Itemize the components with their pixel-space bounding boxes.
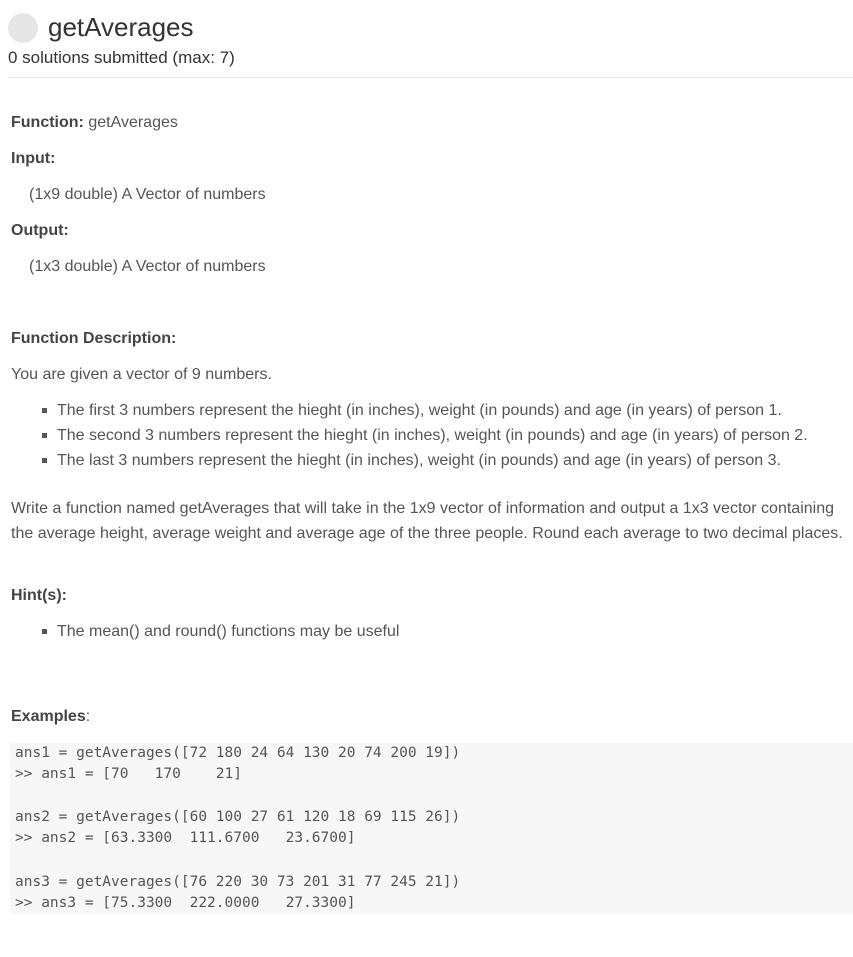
function-name: getAverages	[83, 114, 178, 131]
input-label: Input:	[11, 150, 56, 167]
description-paragraph: Write a function named getAverages that will take in the 1x9 vector of information and output a 1x3 vector containing the average height, average weight and average age of the three people. Round each average to two decimal places.	[11, 500, 843, 542]
input-value: (1x9 double) A Vector of numbers	[29, 186, 266, 203]
bullet-icon	[42, 629, 47, 634]
list-item: The mean() and round() functions may be useful	[57, 619, 399, 644]
code-line: >> ans1 = [70 170 21]	[15, 766, 242, 782]
hints-list	[57, 619, 399, 644]
code-line: ans3 = getAverages([76 220 30 73 201 31 77 245 21])	[15, 874, 461, 890]
bullet-icon	[42, 408, 47, 413]
code-line: >> ans3 = [75.3300 222.0000 27.3300]	[15, 895, 356, 911]
bullet-icon	[42, 433, 47, 438]
examples-row	[11, 704, 90, 729]
examples-colon: :	[85, 708, 91, 725]
description-label: Function Description:	[11, 330, 177, 347]
code-line: ans1 = getAverages([72 180 24 64 130 20 74 200 19])	[15, 745, 461, 761]
output-value: (1x3 double) A Vector of numbers	[29, 258, 266, 275]
submission-count: 0 solutions submitted (max: 7)	[8, 48, 235, 67]
description-intro: You are given a vector of 9 numbers.	[11, 366, 272, 383]
bullet-icon	[42, 458, 47, 463]
examples-label: Examples	[11, 708, 86, 725]
header-divider	[8, 77, 853, 78]
function-label: Function:	[11, 114, 84, 131]
list-item: The first 3 numbers represent the hieght (in inches), weight (in pounds) and age (in years) of person 1.	[57, 398, 808, 423]
function-row	[11, 110, 178, 135]
problem-title: getAverages	[48, 12, 194, 42]
status-circle-icon	[8, 13, 38, 43]
list-item: The second 3 numbers represent the hieght (in inches), weight (in pounds) and age (in years) of person 2.	[57, 423, 808, 448]
list-item: The last 3 numbers represent the hieght (in inches), weight (in pounds) and age (in years) of person 3.	[57, 448, 808, 473]
code-line: ans2 = getAverages([60 100 27 61 120 18 69 115 26])	[15, 809, 461, 825]
description-bullet-list	[57, 398, 808, 473]
code-line: >> ans2 = [63.3300 111.6700 23.6700]	[15, 830, 356, 846]
output-label: Output:	[11, 222, 69, 239]
hints-label: Hint(s):	[11, 587, 67, 604]
examples-code-block	[10, 743, 853, 914]
